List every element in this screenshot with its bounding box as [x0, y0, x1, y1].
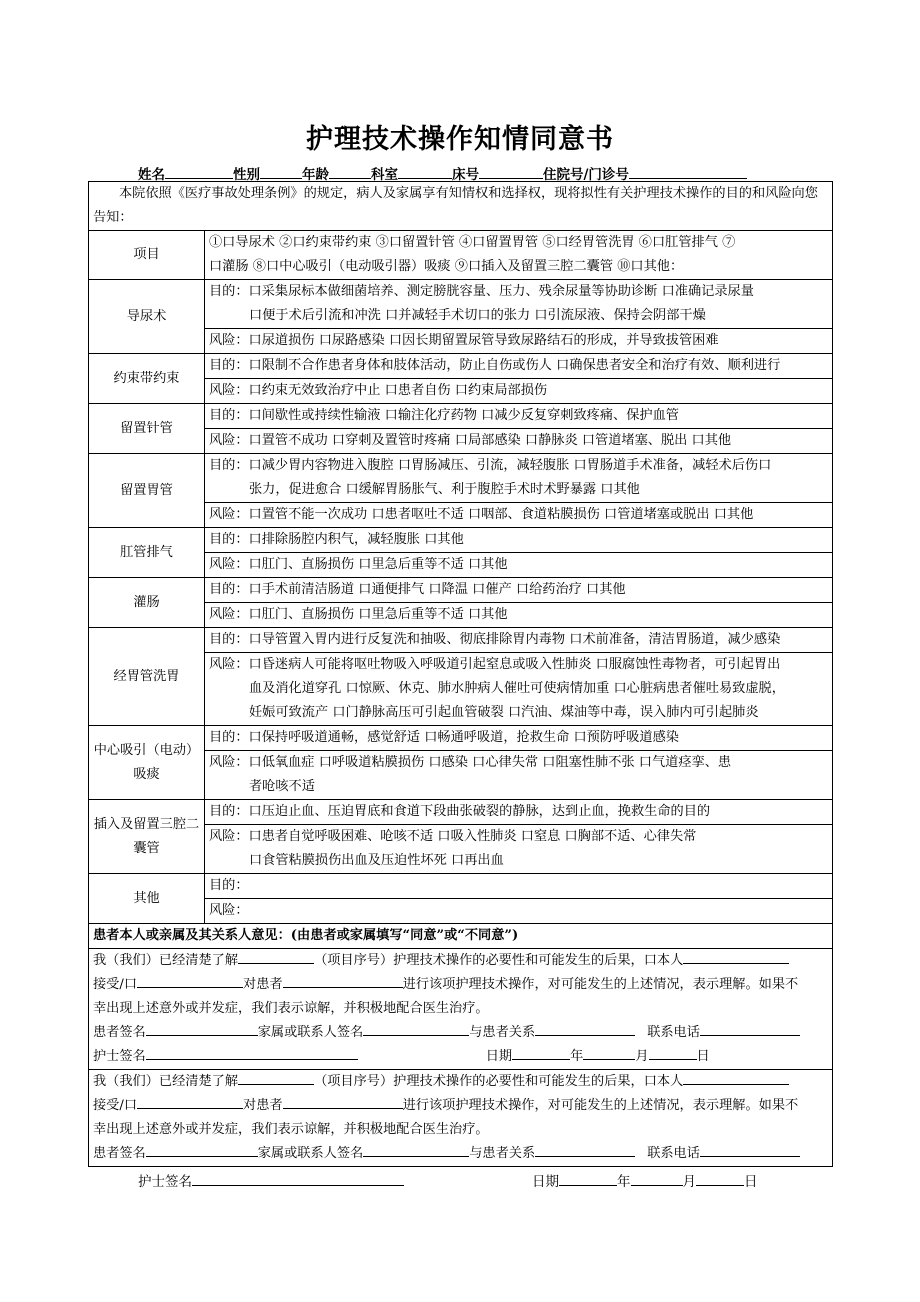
nurse-sign-label: 护士签名	[93, 1049, 146, 1064]
gender-field[interactable]	[260, 165, 302, 179]
nurse-sign-field[interactable]	[192, 1173, 404, 1186]
consent-text: 接受/口	[93, 977, 138, 992]
risk-line: 风险：口低氧血症 口呼吸道粘膜损伤 口感染 口心律失常 口阻塞性肺不张 口气道痉挛、患	[209, 755, 732, 770]
section-risk[interactable]	[205, 553, 833, 578]
section-risk[interactable]	[205, 751, 833, 800]
month-field[interactable]	[583, 1047, 635, 1060]
relation-label: 与患者关系	[469, 1146, 536, 1161]
project-label: 项目	[89, 231, 205, 280]
risk-line: 风险：口肛门、直肠损伤 口里急后重等不适 口其他	[209, 557, 508, 572]
risk-line: 者呛咳不适	[249, 779, 315, 794]
section-risk[interactable]	[205, 329, 833, 354]
patient-field[interactable]	[283, 1096, 403, 1109]
section-risk[interactable]	[205, 653, 833, 726]
patient-sign-field[interactable]	[146, 1144, 258, 1157]
section-purpose[interactable]	[205, 628, 833, 653]
section-category: 约束带约束	[89, 354, 205, 404]
section-purpose[interactable]	[205, 800, 833, 825]
project-line-1: ①口导尿术 ②口约束带约束 ③口留置针管 ④口留置胃管 ⑤口经胃管洗胃 ⑥口肛管排气 ⑦	[209, 235, 736, 250]
self-field[interactable]	[683, 1072, 789, 1085]
patient-sign-label: 患者签名	[93, 1025, 146, 1040]
dept-field[interactable]	[398, 165, 452, 179]
purpose-line: 目的：口采集尿标本做细菌培养、测定膀胱容量、压力、残余尿量等协助诊断 口准确记录尿量	[209, 284, 754, 299]
sections-body	[89, 280, 833, 924]
section-category: 留置针管	[89, 404, 205, 454]
section-purpose[interactable]	[205, 528, 833, 553]
section-category: 肛管排气	[89, 528, 205, 578]
purpose-line: 目的：口导管置入胃内进行反复洗和抽吸、彻底排除胃内毒物 口术前准备，清洁胃肠道，减少感染	[209, 632, 781, 647]
purpose-line: 目的：	[209, 878, 249, 893]
record-label: 住院号/门诊号	[543, 167, 629, 183]
consent-text: 我（我们）已经清楚了解	[93, 1074, 239, 1089]
age-field[interactable]	[329, 165, 371, 179]
phone-label: 联系电话	[647, 1146, 700, 1161]
section-risk[interactable]	[205, 379, 833, 404]
section-category: 中心吸引（电动）吸痰	[89, 726, 205, 800]
section-purpose[interactable]	[205, 874, 833, 899]
item-number-field[interactable]	[238, 951, 314, 964]
name-label: 姓名	[138, 167, 165, 183]
record-field[interactable]	[629, 165, 747, 179]
family-sign-label: 家属或联系人签名	[257, 1025, 364, 1040]
section-risk[interactable]	[205, 503, 833, 528]
nurse-sign-label: 护士签名	[138, 1174, 192, 1190]
consent-text: 幸出现上述意外或并发症，我们表示谅解，并积极地配合医生治疗。	[93, 1122, 489, 1137]
gender-label: 性别	[233, 167, 260, 183]
risk-line: 风险：口患者自觉呼吸困难、呛咳不适 口吸入性肺炎 口窒息 口胸部不适、心律失常	[209, 829, 697, 844]
section-category: 插入及留置三腔二囊管	[89, 800, 205, 874]
phone-label: 联系电话	[647, 1025, 700, 1040]
section-purpose[interactable]	[205, 280, 833, 329]
consent-text: 我（我们）已经清楚了解	[93, 953, 239, 968]
section-category: 导尿术	[89, 280, 205, 354]
phone-field[interactable]	[700, 1023, 800, 1036]
purpose-line: 张力，促进愈合 口缓解胃肠胀气、利于腹腔手术时术野暴露 口其他	[249, 482, 640, 497]
patient-field[interactable]	[283, 975, 403, 988]
purpose-line: 目的：口间歇性或持续性输液 口输注化疗药物 口减少反复穿刺致疼痛、保护血管	[209, 408, 679, 423]
risk-line: 口食管粘膜损伤出血及压迫性坏死 口再出血	[249, 853, 504, 868]
name-field[interactable]	[165, 165, 233, 179]
purpose-line: 目的：口限制不合作患者身体和肢体活动，防止自伤或伤人 口确保患者安全和治疗有效、顺利进行	[209, 358, 781, 373]
section-category: 留置胃管	[89, 454, 205, 528]
project-options[interactable]	[205, 231, 833, 280]
relation-label: 与患者关系	[469, 1025, 536, 1040]
risk-line: 风险：口尿道损伤 口尿路感染 口因长期留置尿管导致尿路结石的形成，并导致拔管困难	[209, 333, 719, 348]
consent-block-1	[89, 949, 833, 1070]
risk-line: 风险：口置管不能一次成功 口患者呕吐不适 口咽部、食道粘膜损伤 口管道堵塞或脱出 口其他	[209, 507, 754, 522]
section-purpose[interactable]	[205, 454, 833, 503]
page-title: 护理技术操作知情同意书	[306, 124, 614, 155]
purpose-line: 目的：口保持呼吸道通畅，感觉舒适 口畅通呼吸道，抢救生命 口预防呼吸道感染	[209, 730, 679, 745]
consent-heading: 患者本人或亲属及其关系人意见：(由患者或家属填写“同意”或“不同意”)	[89, 924, 833, 949]
risk-line: 妊娠可致流产 口门静脉高压可引起血管破裂 口汽油、煤油等中毒，误入肺内可引起肺炎	[249, 705, 759, 720]
month-label: 月	[682, 1174, 696, 1190]
section-risk[interactable]	[205, 825, 833, 874]
year-label: 年	[617, 1174, 631, 1190]
day-label: 日	[744, 1174, 758, 1190]
day-field[interactable]	[696, 1173, 744, 1186]
risk-line: 风险：	[209, 903, 249, 918]
relation-field[interactable]	[535, 1023, 635, 1036]
risk-line: 风险：口约束无效致治疗中止 口患者自伤 口约束局部损伤	[209, 383, 548, 398]
year-field[interactable]	[559, 1173, 617, 1186]
section-risk[interactable]	[205, 429, 833, 454]
bed-field[interactable]	[479, 165, 543, 179]
section-risk[interactable]	[205, 603, 833, 628]
accept-field[interactable]	[137, 975, 243, 988]
consent-block-2	[89, 1070, 833, 1167]
month-label: 月	[635, 1049, 649, 1064]
intro-text: 本院依照《医疗事故处理条例》的规定，病人及家属享有知情权和选择权，现将拟性有关护理技术操作的目的和风险向您告知：	[89, 182, 833, 231]
consent-text: 进行该项护理技术操作，对可能发生的上述情况，表示理解。如果不	[402, 977, 799, 992]
year-field[interactable]	[512, 1047, 570, 1060]
item-number-field[interactable]	[238, 1072, 314, 1085]
section-category: 经胃管洗胃	[89, 628, 205, 726]
section-purpose[interactable]	[205, 354, 833, 379]
month-field[interactable]	[631, 1173, 683, 1186]
purpose-line: 口便于术后引流和冲洗 口并减轻手术切口的张力 口引流尿液、保持会阴部干燥	[249, 308, 706, 323]
family-sign-field[interactable]	[363, 1023, 469, 1036]
nurse-sign-field[interactable]	[146, 1047, 358, 1060]
day-field[interactable]	[649, 1047, 697, 1060]
accept-field[interactable]	[137, 1096, 243, 1109]
consent-text: 对患者	[243, 1098, 283, 1113]
dept-label: 科室	[371, 167, 398, 183]
risk-line: 血及消化道穿孔 口惊厥、休克、肺水肿病人催吐可使病情加重 口心脏病患者催吐易致虚脱，	[249, 681, 785, 696]
bed-label: 床号	[452, 167, 479, 183]
section-purpose[interactable]	[205, 404, 833, 429]
family-sign-label: 家属或联系人签名	[257, 1146, 364, 1161]
consent-table	[88, 181, 833, 1167]
self-field[interactable]	[683, 951, 789, 964]
project-line-2: 口灌肠 ⑧口中心吸引（电动吸引器）吸痰 ⑨口插入及留置三腔二囊管 ⑩口其他：	[209, 259, 684, 274]
purpose-line: 目的：口减少胃内容物进入腹腔 口胃肠减压、引流，减轻腹胀 口胃肠道手术准备，减轻术后伤口	[209, 458, 772, 473]
year-label: 年	[570, 1049, 584, 1064]
purpose-line: 目的：口排除肠腔内积气，减轻腹胀 口其他	[209, 532, 464, 547]
consent-text: 接受/口	[93, 1098, 138, 1113]
phone-field[interactable]	[700, 1144, 800, 1157]
consent-text: 幸出现上述意外或并发症，我们表示谅解，并积极地配合医生治疗。	[93, 1001, 489, 1016]
section-risk[interactable]	[205, 899, 833, 924]
consent-text: 进行该项护理技术操作，对可能发生的上述情况，表示理解。如果不	[402, 1098, 799, 1113]
nurse-sign-line	[138, 1170, 838, 1190]
patient-sign-field[interactable]	[146, 1023, 258, 1036]
purpose-line: 目的：口压迫止血、压迫胃底和食道下段曲张破裂的静脉，达到止血，挽救生命的目的	[209, 804, 711, 819]
section-category: 其他	[89, 874, 205, 924]
patient-info-line	[138, 163, 818, 183]
consent-text: （项目序号）护理技术操作的必要性和可能发生的后果，口本人	[314, 953, 684, 968]
family-sign-field[interactable]	[363, 1144, 469, 1157]
risk-line: 风险：口肛门、直肠损伤 口里急后重等不适 口其他	[209, 607, 508, 622]
date-label: 日期	[532, 1174, 559, 1190]
section-purpose[interactable]	[205, 578, 833, 603]
consent-text: 对患者	[243, 977, 283, 992]
date-label: 日期	[485, 1049, 513, 1064]
risk-line: 风险：口昏迷病人可能将呕吐物吸入呼吸道引起窒息或吸入性肺炎 口服腐蚀性毒物者，可引起胃出	[209, 657, 781, 672]
consent-text: （项目序号）护理技术操作的必要性和可能发生的后果，口本人	[314, 1074, 684, 1089]
risk-line: 风险：口置管不成功 口穿刺及置管时疼痛 口局部感染 口静脉炎 口管道堵塞、脱出 口其他	[209, 433, 732, 448]
section-purpose[interactable]	[205, 726, 833, 751]
relation-field[interactable]	[535, 1144, 635, 1157]
section-category: 灌肠	[89, 578, 205, 628]
day-label: 日	[696, 1049, 710, 1064]
purpose-line: 目的：口手术前清洁肠道 口通便排气 口降温 口催产 口给药治疗 口其他	[209, 582, 626, 597]
age-label: 年龄	[302, 167, 329, 183]
patient-sign-label: 患者签名	[93, 1146, 146, 1161]
